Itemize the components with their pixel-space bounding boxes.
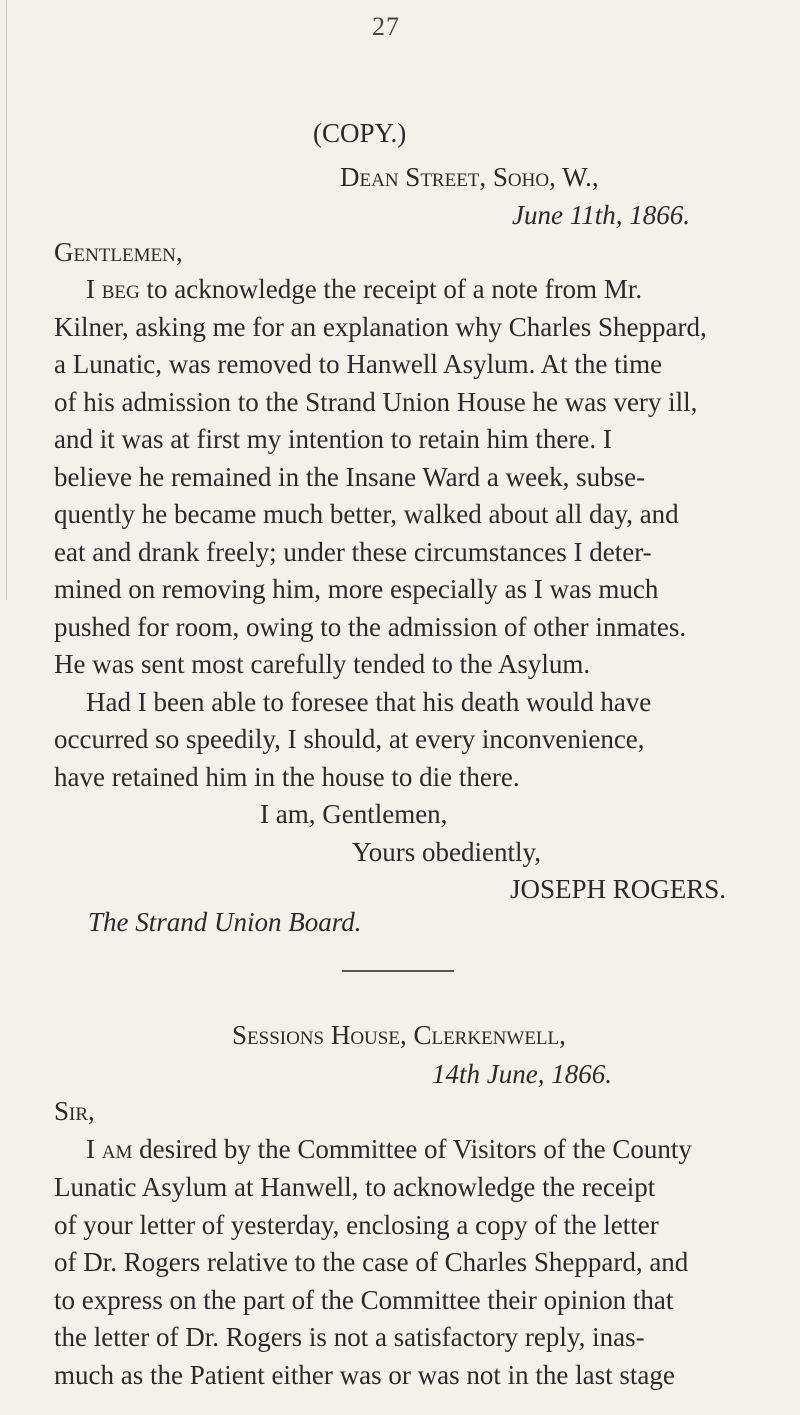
- letter2-text-line: Lunatic Asylum at Hanwell, to acknowledge the receipt: [54, 1172, 656, 1202]
- page-number: 27: [372, 12, 400, 41]
- letter2-address: Sessions House, Clerkenwell,: [232, 1020, 566, 1050]
- letter1-opening: I beg: [86, 274, 140, 304]
- letter1-text-line: of his admission to the Strand Union House he was very ill,: [54, 387, 698, 417]
- letter1-closing-2: Yours obediently,: [352, 837, 542, 867]
- letter1-signature: JOSEPH ROGERS.: [510, 874, 727, 904]
- letter1-line-0: [86, 272, 642, 306]
- letter1-text-line: pushed for room, owing to the admission of other inmates.: [54, 612, 687, 642]
- letter1-text-line: Had I been able to foresee that his death would have: [86, 687, 652, 717]
- letter1-text-line: eat and drank freely; under these circumstances I deter-: [54, 537, 652, 567]
- letter2-text-line: of your letter of yesterday, enclosing a copy of the letter: [54, 1210, 659, 1240]
- letter1-text-line: occurred so speedily, I should, at every inconvenience,: [54, 724, 645, 754]
- section-divider: [342, 970, 454, 972]
- letter2-date: 14th June, 1866.: [432, 1059, 612, 1089]
- letter1-text-line: believe he remained in the Insane Ward a week, subse-: [54, 462, 646, 492]
- letter2-text-line: of Dr. Rogers relative to the case of Charles Sheppard, and: [54, 1247, 689, 1277]
- letter1-text-line: Kilner, asking me for an explanation why Charles Sheppard,: [54, 312, 707, 342]
- letter2-opening: I am: [86, 1134, 133, 1164]
- letter1-addressee: The Strand Union Board.: [88, 907, 362, 937]
- letter1-text-line: have retained him in the house to die there.: [54, 762, 520, 792]
- letter2-text-line: desired by the Committee of Visitors of the County: [139, 1134, 692, 1164]
- page-edge-line: [6, 0, 7, 600]
- copy-label: (COPY.): [313, 118, 407, 148]
- letter1-salutation: Gentlemen,: [54, 237, 183, 267]
- letter2-text-line: much as the Patient either was or was not in the last stage: [54, 1360, 675, 1390]
- letter1-text-line: mined on removing him, more especially as I was much: [54, 574, 659, 604]
- letter1-text-line: quently he became much better, walked about all day, and: [54, 499, 679, 529]
- letter1-text-line: to acknowledge the receipt of a note from Mr.: [146, 274, 643, 304]
- letter1-closing-1: I am, Gentlemen,: [260, 799, 448, 829]
- letter2-line-0: [86, 1132, 692, 1166]
- letter1-date: June 11th, 1866.: [512, 200, 690, 230]
- letter2-salutation: Sir,: [54, 1096, 95, 1126]
- letter1-text-line: a Lunatic, was removed to Hanwell Asylum. At the time: [54, 349, 663, 379]
- letter1-text-line: and it was at first my intention to retain him there. I: [54, 424, 612, 454]
- letter1-address: Dean Street, Soho, W.,: [340, 162, 599, 192]
- letter2-text-line: to express on the part of the Committee their opinion that: [54, 1285, 674, 1315]
- letter2-text-line: the letter of Dr. Rogers is not a satisfactory reply, inas-: [54, 1322, 645, 1352]
- letter1-text-line: He was sent most carefully tended to the Asylum.: [54, 649, 591, 679]
